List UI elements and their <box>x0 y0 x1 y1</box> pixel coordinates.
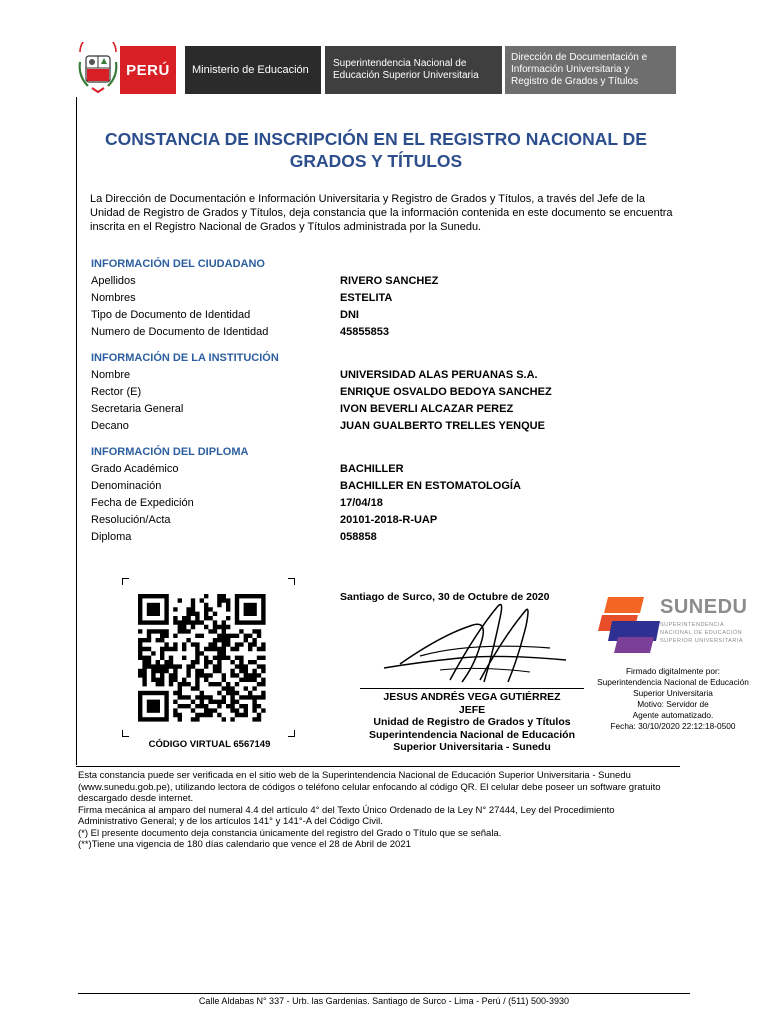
signature-line <box>360 688 584 689</box>
sunedu-brand: SUNEDU <box>660 596 748 618</box>
value-grado: BACHILLER <box>340 463 404 475</box>
section-heading-diploma: INFORMACIÓN DEL DIPLOMA <box>91 446 249 458</box>
label-diploma: Diploma <box>91 531 132 543</box>
value-resolucion: 20101-2018-R-UAP <box>340 514 438 526</box>
section-heading-ciudadano: INFORMACIÓN DEL CIUDADANO <box>91 258 265 270</box>
footnotes: Esta constancia puede ser verificada en el sitio web de la Superintendencia Nacional de Educación Superior Universitaria - Sunedu (www.sunedu.gob.pe), utilizando lectora de códigos o teléfono celular enfocando al código QR. El celular debe poseer un software gratuito descargado desde internet. Firma mecánica al amparo del numeral 4.4 del artículo 4° del Texto Único Ordenado de la Ley N° 27444, Ley del Procedimiento Administrativo General; y de los artículos 141° y 141°-A del Código Civil. (*) El presente documento deja constancia únicamente del registro del Grado o Título que se señala. (**)Tiene una vigencia de 180 días calendario que vence el 28 de Abril de 2021 <box>78 770 661 850</box>
sunedu-badge: Superintendencia Nacional de Educación Superior Universitaria <box>325 46 502 94</box>
place-date: Santiago de Surco, 30 de Octubre de 2020 <box>340 591 550 603</box>
qr-frame-corner <box>288 730 295 737</box>
signer-role: JEFE <box>458 703 486 716</box>
qr-frame-corner <box>122 578 129 585</box>
value-rector: ENRIQUE OSVALDO BEDOYA SANCHEZ <box>340 386 552 398</box>
label-resolucion: Resolución/Acta <box>91 514 171 526</box>
label-denominacion: Denominación <box>91 480 162 492</box>
value-fecha-expedicion: 17/04/18 <box>340 497 383 509</box>
label-nombre-institucion: Nombre <box>91 369 131 381</box>
direccion-badge: Dirección de Documentación e Información Universitaria y Registro de Grados y Títulos <box>505 46 676 94</box>
footer-address: Calle Aldabas N° 337 - Urb. las Gardenias. Santiago de Surco - Lima - Perú / (511) 500-3930 <box>198 996 570 1006</box>
signer-unit: Unidad de Registro de Grados y Títulos <box>373 716 571 728</box>
value-denominacion: BACHILLER EN ESTOMATOLOGÍA <box>340 480 521 492</box>
label-numero-documento: Numero de Documento de Identidad <box>91 326 269 338</box>
label-grado: Grado Académico <box>91 463 179 475</box>
value-tipo-documento: DNI <box>340 309 359 321</box>
handwritten-signature-icon <box>380 596 570 688</box>
label-nombres: Nombres <box>91 292 136 304</box>
footer-divider <box>78 993 690 994</box>
value-nombre-institucion: UNIVERSIDAD ALAS PERUANAS S.A. <box>340 369 538 381</box>
qr-code-icon <box>138 594 278 724</box>
label-decano: Decano <box>91 420 129 432</box>
signer-org-line1: Superintendencia Nacional de Educación <box>369 728 575 741</box>
notes-divider <box>76 766 680 767</box>
value-numero-documento: 45855853 <box>340 326 389 338</box>
qr-virtual-code: CÓDIGO VIRTUAL 6567149 <box>148 739 271 750</box>
ministerio-badge: Ministerio de Educación <box>185 46 321 94</box>
qr-frame-corner <box>288 578 295 585</box>
qr-frame-corner <box>122 730 129 737</box>
signer-block <box>332 691 612 754</box>
section-heading-institucion: INFORMACIÓN DE LA INSTITUCIÓN <box>91 352 279 364</box>
value-decano: JUAN GUALBERTO TRELLES YENQUE <box>340 420 545 432</box>
intro-paragraph: La Dirección de Documentación e Información Universitaria y Registro de Grados y Títulos, a través del Jefe de la Unidad de Registro de Grados y Títulos, deja constancia que la información contenida en este documento se encuentra inscrita en el Registro Nacional de Grados y Títulos administrada por la Sunedu. <box>90 193 673 233</box>
value-diploma: 058858 <box>340 531 377 543</box>
sunedu-logo-icon <box>598 595 660 657</box>
digital-signature-stamp: Firmado digitalmente por: Superintendencia Nacional de Educación Superior Universitaria Motivo: Servidor de Agente automatizado. Fecha: 30/10/2020 22:12:18-0500 <box>597 666 749 731</box>
page-title: CONSTANCIA DE INSCRIPCIÓN EN EL REGISTRO NACIONAL DE GRADOS Y TÍTULOS <box>105 129 647 171</box>
label-fecha-expedicion: Fecha de Expedición <box>91 497 194 509</box>
value-secretaria: IVON BEVERLI ALCAZAR PEREZ <box>340 403 514 415</box>
value-nombres: ESTELITA <box>340 292 393 304</box>
sunedu-brand-subtitle: SUPERINTENDENCIA NACIONAL DE EDUCACIÓN SUPERIOR UNIVERSITARIA <box>660 622 744 644</box>
label-apellidos: Apellidos <box>91 275 136 287</box>
peru-badge: PERÚ <box>120 46 176 94</box>
value-apellidos: RIVERO SANCHEZ <box>340 275 439 287</box>
signer-name: JESUS ANDRÉS VEGA GUTIÉRREZ <box>383 691 561 703</box>
left-margin-rule <box>76 97 77 765</box>
label-tipo-documento: Tipo de Documento de Identidad <box>91 309 251 321</box>
label-rector: Rector (E) <box>91 386 142 398</box>
peru-coat-of-arms-icon <box>74 42 122 94</box>
label-secretaria: Secretaria General <box>91 403 184 415</box>
signer-org-line2: Superior Universitaria - Sunedu <box>393 741 551 753</box>
